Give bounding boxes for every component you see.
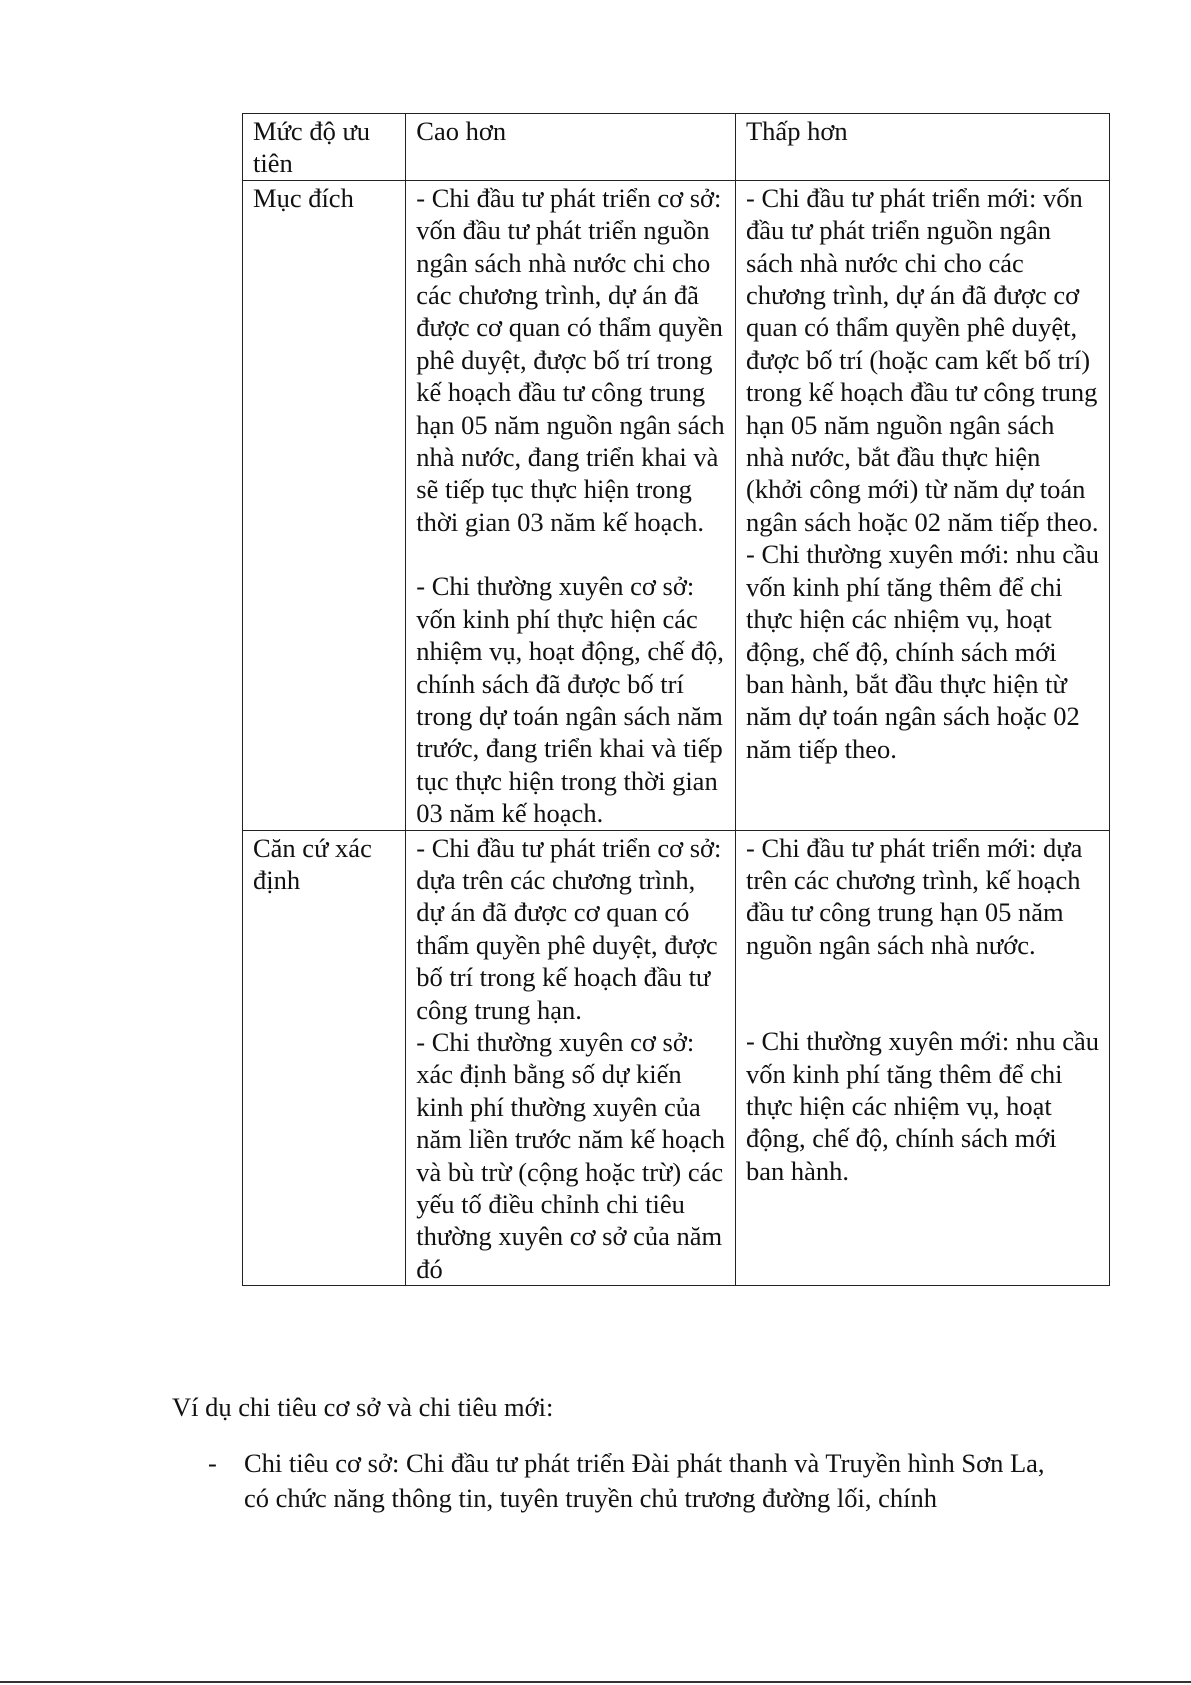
header-cell-higher	[406, 114, 736, 181]
table-row	[243, 830, 1110, 1286]
cell-text: - Chi thường xuyên cơ sở: vốn kinh phí thực hiện các nhiệm vụ, hoạt động, chế độ, chính sách đã được bố trí trong dự toán ngân sách năm trước, đang triển khai và tiếp tục thực hiện trong thời gian 03 năm kế hoạch.	[416, 571, 724, 829]
lower-priority-cell	[736, 830, 1110, 1286]
header-higher-label: Cao hơn	[416, 116, 507, 146]
bullet-dash: -	[208, 1448, 217, 1478]
cell-text: - Chi thường xuyên mới: nhu cầu vốn kinh phí tăng thêm để chi thực hiện các nhiệm vụ, hoạt động, chế độ, chính sách mới ban hành, bắt đầu thực hiện từ năm dự toán ngân sách hoặc 02 năm tiếp theo.	[746, 539, 1099, 764]
table-header-row	[243, 114, 1110, 181]
page-bottom-rule	[0, 1681, 1191, 1683]
cell-text: - Chi đầu tư phát triển cơ sở: dựa trên các chương trình, dự án đã được cơ quan có thẩm quyền phê duyệt, được bố trí trong kế hoạch đầu tư công trung hạn.	[416, 832, 722, 1025]
cell-text: - Chi thường xuyên cơ sở: xác định bằng số dự kiến kinh phí thường xuyên của năm liền trước năm kế hoạch và bù trừ (cộng hoặc trừ) các yếu tố điều chỉnh chi tiêu thường xuyên cơ sở của năm đó	[416, 1026, 726, 1284]
header-priority-label: Mức độ ưu tiên	[253, 116, 371, 179]
lower-priority-cell	[736, 180, 1110, 830]
cell-gap	[416, 538, 725, 570]
higher-priority-cell	[406, 180, 736, 830]
row-label-cell	[243, 830, 406, 1286]
list-item-text: Chi tiêu cơ sở: Chi đầu tư phát triển Đài phát thanh và Truyền hình Sơn La, có chức năng thông tin, tuyên truyền chủ trương đường lối, chính	[244, 1448, 1045, 1513]
row-label: Mục đích	[253, 182, 354, 213]
cell-gap	[746, 961, 1099, 1025]
row-label: Căn cứ xác định	[253, 832, 372, 895]
example-heading: Ví dụ chi tiêu cơ sở và chi tiêu mới:	[172, 1392, 554, 1422]
row-label-cell	[243, 180, 406, 830]
header-cell-priority	[243, 114, 406, 181]
cell-text: - Chi đầu tư phát triển mới: dựa trên các chương trình, kế hoạch đầu tư công trung hạn 05 năm nguồn ngân sách nhà nước.	[746, 832, 1083, 960]
cell-text: - Chi đầu tư phát triển mới: vốn đầu tư phát triển nguồn ngân sách nhà nước chi cho các chương trình, dự án đã được cơ quan có thẩm quyền phê duyệt, được bố trí (hoặc cam kết bố trí) trong kế hoạch đầu tư công trung hạn 05 năm nguồn ngân sách nhà nước, bắt đầu thực hiện (khởi công mới) từ năm dự toán ngân sách hoặc 02 năm tiếp theo.	[746, 182, 1099, 537]
table-row	[243, 180, 1110, 830]
header-cell-lower	[736, 114, 1110, 181]
higher-priority-cell	[406, 830, 736, 1286]
cell-text: - Chi đầu tư phát triển cơ sở: vốn đầu tư phát triển nguồn ngân sách nhà nước chi cho các chương trình, dự án đã được cơ quan có thẩm quyền phê duyệt, được bố trí trong kế hoạch đầu tư công trung hạn 05 năm nguồn ngân sách nhà nước, đang triển khai và sẽ tiếp tục thực hiện trong thời gian 03 năm kế hoạch.	[416, 182, 725, 537]
header-lower-label: Thấp hơn	[746, 116, 848, 146]
priority-comparison-table	[242, 113, 1110, 1286]
cell-text: - Chi thường xuyên mới: nhu cầu vốn kinh phí tăng thêm để chi thực hiện các nhiệm vụ, hoạt động, chế độ, chính sách mới ban hành.	[746, 1026, 1099, 1186]
